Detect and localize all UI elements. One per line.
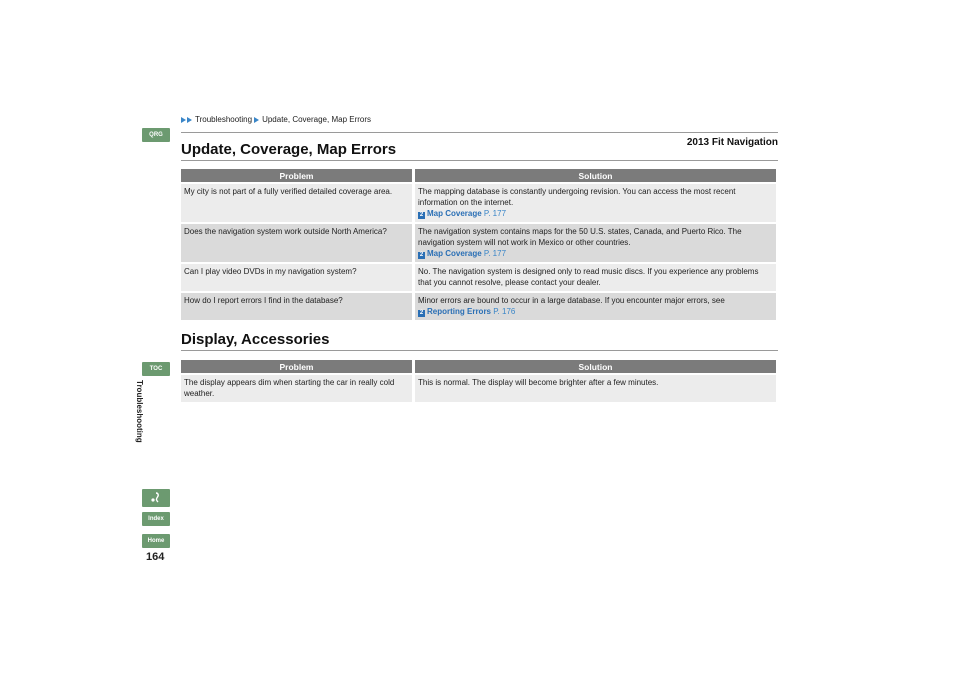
cross-reference-link[interactable]: Reporting Errors [427,307,492,316]
column-header-problem: Problem [181,360,415,373]
cross-reference-icon: 2 [419,310,424,316]
toc-tab-button[interactable]: TOC [142,362,170,376]
section-title-display-accessories: Display, Accessories [181,331,330,348]
problem-cell: The display appears dim when starting the car in really cold weather. [181,375,415,402]
voice-command-button[interactable] [142,489,170,507]
display-accessories-table [181,358,776,404]
cross-reference-icon: 2 [419,252,424,258]
update-coverage-table [181,167,776,322]
section-divider [181,350,778,351]
breadcrumb-arrow-icon [187,117,192,123]
column-header-solution: Solution [415,360,776,373]
cross-reference-icon: 2 [419,212,424,218]
problem-cell: My city is not part of a fully verified detailed coverage area. [181,184,415,222]
page-number: 164 [146,551,165,563]
cross-reference-link[interactable]: Map Coverage [427,249,482,258]
problem-cell: How do I report errors I find in the database? [181,293,415,320]
section-divider [181,160,778,161]
table-row [181,375,776,402]
column-header-problem: Problem [181,169,415,182]
section-side-label: Troubleshooting [135,380,144,443]
home-tab-button[interactable]: Home [142,534,170,548]
cross-reference-link[interactable]: Map Coverage [427,209,482,218]
breadcrumb-arrow-icon [181,117,186,123]
qrg-tab-button[interactable]: QRG [142,128,170,142]
table-row [181,264,776,291]
header-divider [181,132,778,133]
index-tab-button[interactable]: Index [142,512,170,526]
table-header-row [181,169,776,182]
document-title: 2013 Fit Navigation [686,137,778,148]
problem-cell: Can I play video DVDs in my navigation system? [181,264,415,291]
table-row [181,224,776,262]
voice-command-icon [142,489,170,507]
solution-cell: The navigation system contains maps for the 50 U.S. states, Canada, and Puerto Rico. The navigation system will not work in Mexico or other countries. 2 Map Coverage P. 177 [415,224,776,262]
solution-cell: Minor errors are bound to occur in a large database. If you encounter major errors, see 2 Reporting Errors P. 176 [415,293,776,320]
page-reference[interactable]: P. 177 [483,249,507,258]
section-title-update-coverage: Update, Coverage, Map Errors [181,141,397,158]
breadcrumb-arrow-icon [254,117,259,123]
solution-cell: The mapping database is constantly undergoing revision. You can access the most recent information on the internet. 2 Map Coverage P. 177 [415,184,776,222]
solution-cell: No. The navigation system is designed only to read music discs. If you experience any problems that you cannot resolve, please contact your dealer. [415,264,776,291]
solution-cell: This is normal. The display will become brighter after a few minutes. [415,375,776,402]
breadcrumb-current: Update, Coverage, Map Errors [262,115,372,124]
breadcrumb-link-troubleshooting[interactable]: Troubleshooting [195,115,253,124]
page-reference[interactable]: P. 176 [493,307,516,316]
page-reference[interactable]: P. 177 [483,209,507,218]
table-row [181,184,776,222]
column-header-solution: Solution [415,169,776,182]
table-header-row [181,360,776,373]
breadcrumb [181,115,373,124]
table-row [181,293,776,320]
problem-cell: Does the navigation system work outside North America? [181,224,415,262]
